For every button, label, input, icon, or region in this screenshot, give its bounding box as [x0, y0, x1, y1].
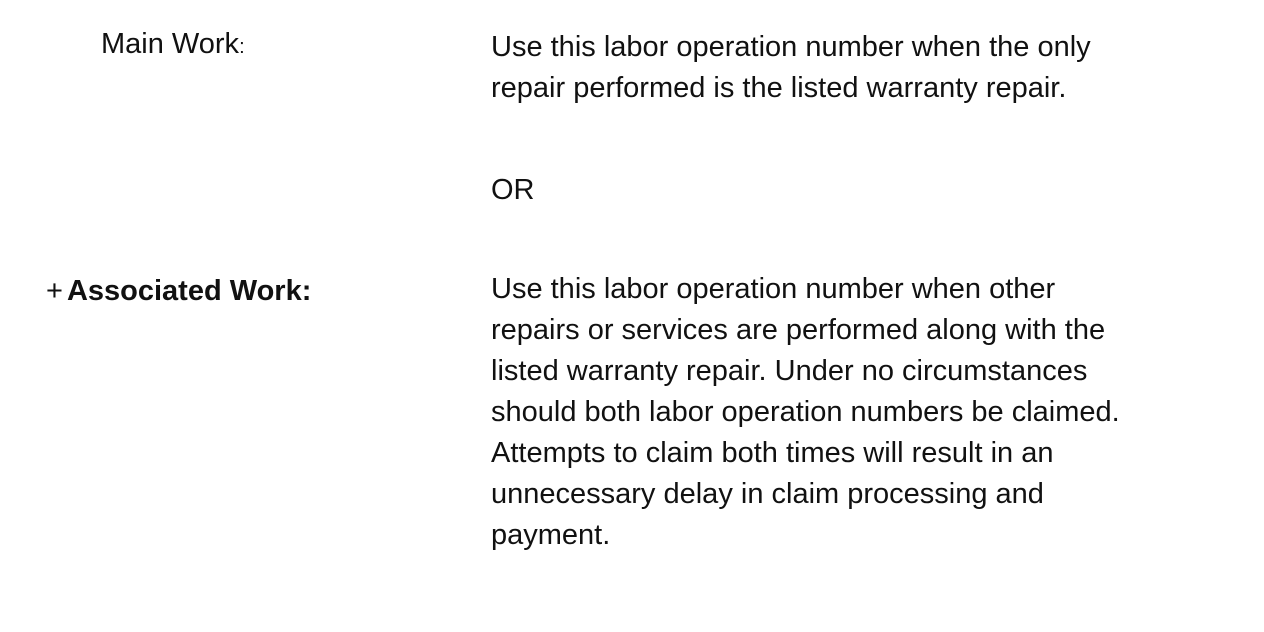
main-work-description-line: Use this labor operation number when the only: [491, 31, 1091, 63]
main-work-description-line: repair performed is the listed warranty repair.: [491, 72, 1067, 104]
main-work-description: [491, 27, 1251, 109]
associated-work-label-text: Associated Work:: [66, 275, 312, 307]
associated-work-description-line: payment.: [491, 519, 611, 551]
associated-work-plus: +: [46, 275, 63, 307]
associated-work-description-line: should both labor operation numbers be claimed.: [491, 396, 1120, 428]
associated-work-description-line: unnecessary delay in claim processing and: [491, 478, 1044, 510]
main-work-label-text: Main Work: [101, 28, 240, 60]
main-work-label: [101, 24, 245, 68]
associated-work-description-line: listed warranty repair. Under no circumstances: [491, 355, 1088, 387]
associated-work-description: [491, 269, 1251, 556]
associated-work-description-line: Attempts to claim both times will result in an: [491, 437, 1054, 469]
associated-work-label: [46, 271, 311, 312]
main-work-label-colon: :: [239, 36, 245, 58]
or-separator: OR: [491, 174, 535, 206]
associated-work-description-line: Use this labor operation number when other: [491, 273, 1056, 305]
associated-work-description-line: repairs or services are performed along with the: [491, 314, 1106, 346]
